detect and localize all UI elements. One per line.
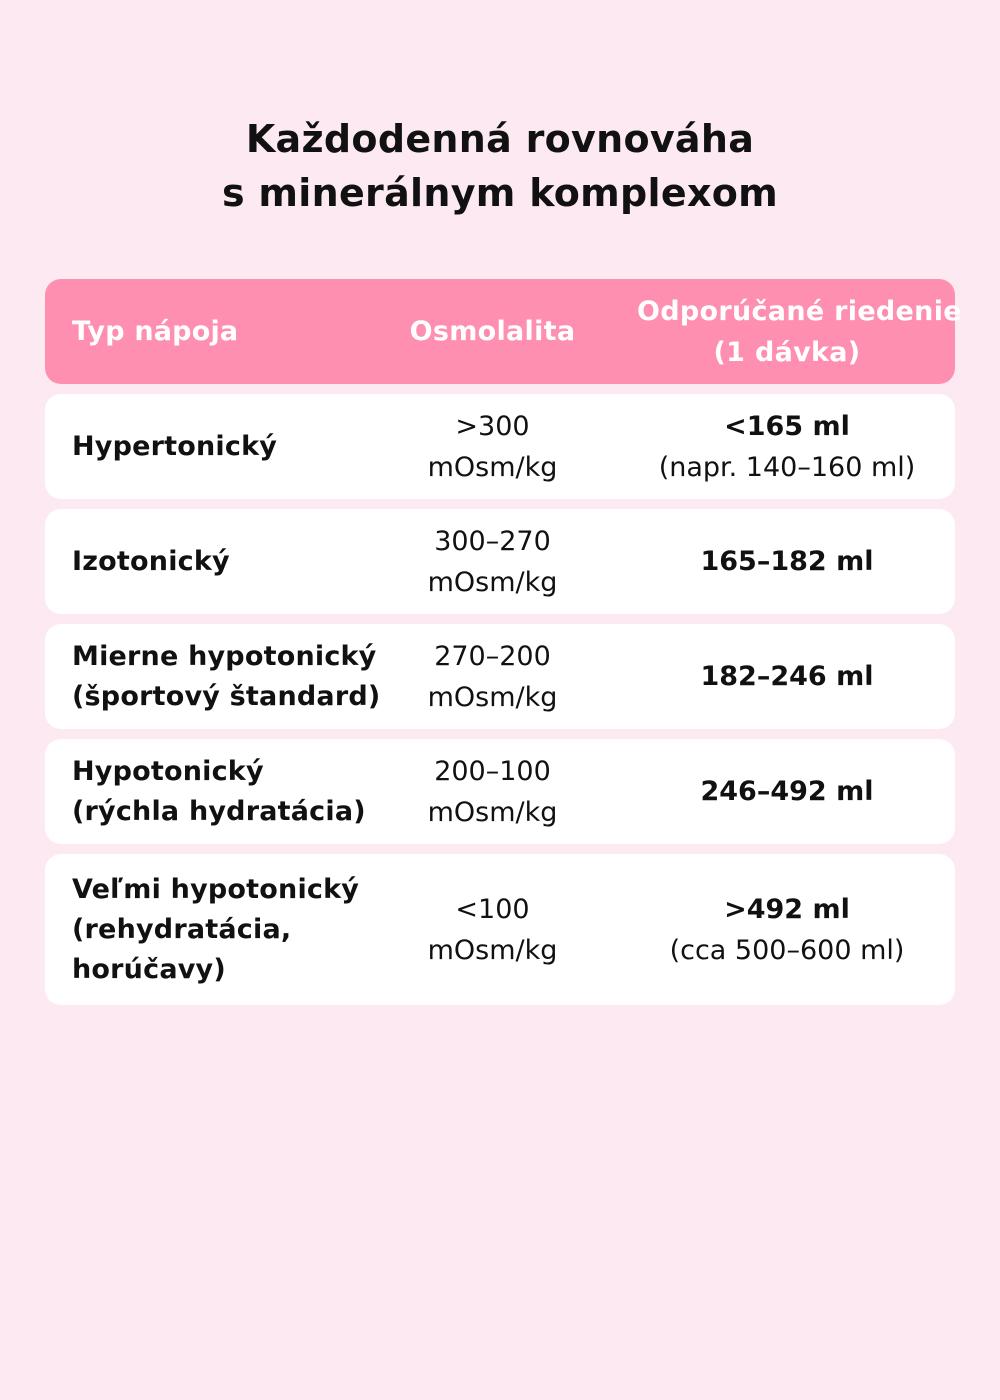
row-osmolality-value: 200–100 <box>434 755 551 787</box>
row-osmolality-unit: mOsm/kg <box>427 934 558 966</box>
table-header <box>45 279 962 384</box>
row-dilution-note: (cca 500–600 ml) <box>669 934 905 966</box>
table-row <box>45 509 955 614</box>
row-drink-type <box>72 542 412 582</box>
row-drink-type <box>72 637 412 717</box>
row-drink-type <box>72 870 412 990</box>
header-dilution-line-2: (1 dávka) <box>713 336 861 368</box>
table-row <box>45 854 955 1005</box>
table-row <box>45 624 955 729</box>
row-osmolality <box>375 521 610 603</box>
row-dilution-value: >492 ml <box>724 893 850 925</box>
row-dilution <box>637 889 937 971</box>
row-osmolality-unit: mOsm/kg <box>427 681 558 713</box>
row-drink-type <box>72 427 412 467</box>
row-dilution <box>637 541 937 582</box>
row-dilution-value: 246–492 ml <box>700 776 874 807</box>
row-osmolality-unit: mOsm/kg <box>427 566 558 598</box>
row-osmolality-unit: mOsm/kg <box>427 796 558 828</box>
row-osmolality <box>375 889 610 971</box>
page-title <box>0 112 1000 220</box>
row-drink-type-line: (rýchla hydratácia) <box>72 795 366 827</box>
header-osmolality: Osmolalita <box>409 316 576 347</box>
row-drink-type-line: horúčavy) <box>72 953 226 985</box>
header-dilution-line-1: Odporúčané riedenie <box>637 295 962 327</box>
table-row <box>45 394 955 499</box>
row-dilution-value: 165–182 ml <box>700 546 874 577</box>
row-drink-type-line: Veľmi hypotonický <box>72 873 360 905</box>
row-dilution <box>637 771 937 812</box>
page-title-line-2: s minerálnym komplexom <box>221 171 779 215</box>
row-drink-type-line: (športový štandard) <box>72 680 381 712</box>
row-osmolality-value: 270–200 <box>434 640 551 672</box>
row-osmolality-value: >300 <box>455 410 530 442</box>
row-drink-type-line: Hypertonický <box>72 430 278 462</box>
row-osmolality <box>375 636 610 718</box>
row-osmolality-unit: mOsm/kg <box>427 451 558 483</box>
row-dilution-value: 182–246 ml <box>700 661 874 692</box>
row-osmolality-value: 300–270 <box>434 525 551 557</box>
row-dilution <box>637 656 937 697</box>
row-osmolality <box>375 751 610 833</box>
header-dilution <box>637 291 962 373</box>
row-drink-type-line: Mierne hypotonický <box>72 640 377 672</box>
row-dilution-note: (napr. 140–160 ml) <box>658 451 916 483</box>
header-drink-type: Typ nápoja <box>72 315 239 347</box>
row-drink-type-line: (rehydratácia, <box>72 913 292 945</box>
row-drink-type <box>72 752 412 832</box>
row-osmolality-value: <100 <box>455 893 530 925</box>
row-dilution <box>637 406 937 488</box>
page-title-line-1: Každodenná rovnováha <box>245 117 755 161</box>
row-dilution-value: <165 ml <box>724 410 850 442</box>
row-osmolality <box>375 406 610 488</box>
row-drink-type-line: Hypotonický <box>72 755 264 787</box>
table-row <box>45 739 955 844</box>
row-drink-type-line: Izotonický <box>72 545 230 577</box>
